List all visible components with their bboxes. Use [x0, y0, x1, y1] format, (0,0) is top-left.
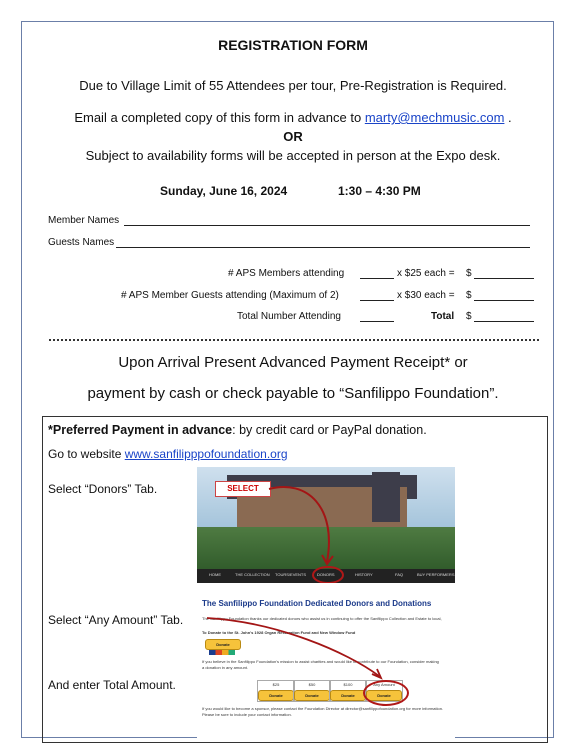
event-date: Sunday, June 16, 2024	[160, 184, 288, 198]
step-enter-total: And enter Total Amount.	[48, 678, 176, 692]
amount-label-any: Any Amount	[373, 682, 395, 687]
dotted-divider	[49, 339, 539, 341]
donation-para-1: The Sanfilippo Foundation thanks our dedicated donors who assist us in continuing to offer the Sanfilippo Collection and Estate to local,	[202, 616, 442, 621]
amount-label-25: $25	[272, 682, 280, 687]
donate-button-100[interactable]: Donate	[330, 690, 366, 701]
donation-para-2: If you believe in the Sanfilippo Foundation's mission to assist charities and would like to contribute to our Foundation, consider making	[202, 659, 439, 664]
guests-dollar: $	[466, 290, 472, 301]
donate-button-25[interactable]: Donate	[258, 690, 294, 701]
event-time: 1:30 – 4:30 PM	[338, 184, 421, 198]
donate-button-50[interactable]: Donate	[294, 690, 330, 701]
nav-faq[interactable]: FAQ	[395, 572, 404, 577]
nav-buy[interactable]: BUY PERFORMERS	[417, 572, 455, 577]
members-price: x $25 each =	[397, 268, 455, 279]
amount-label-100: $100	[343, 682, 353, 687]
email-line	[0, 110, 586, 125]
goto-line	[48, 447, 288, 461]
arrival-line-2: payment by cash or check payable to “Sanfilippo Foundation”.	[87, 385, 499, 402]
email-prefix: Email a completed copy of this form in advance to	[74, 110, 365, 125]
total-dollar: $	[466, 311, 472, 322]
total-amount-field[interactable]	[474, 311, 534, 322]
website-link[interactable]: www.sanfilipppofoundation.org	[124, 447, 288, 461]
total-label: Total	[431, 311, 455, 322]
guests-attending-label: # APS Member Guests attending (Maximum of 2)	[121, 290, 339, 301]
nav-home[interactable]: HOME	[209, 572, 221, 577]
nav-tours[interactable]: TOURS/EVENTS	[275, 572, 307, 577]
guests-attending-field[interactable]	[360, 290, 394, 301]
nav-history[interactable]: HISTORY	[355, 572, 373, 577]
donate-fund-heading: To Donate to the St. John's 1928 Organ Restoration Fund and New Window Fund	[202, 630, 356, 635]
website-screenshot	[197, 467, 455, 583]
donate-button-any[interactable]: Donate	[366, 690, 402, 701]
donation-para-3: If you would like to become a sponsor, please contact the Foundation Director at director@sanfilippofoundation.org for more information.	[202, 706, 444, 711]
donation-screenshot	[197, 592, 455, 742]
member-names-label: Member Names	[48, 215, 120, 226]
guests-price: x $30 each =	[397, 290, 455, 301]
arrival-line-1: Upon Arrival Present Advanced Payment Receipt* or	[118, 354, 468, 371]
amount-label-50: $50	[308, 682, 316, 687]
guests-names-row	[48, 237, 114, 248]
members-attending-field[interactable]	[360, 268, 394, 279]
total-attending-field[interactable]	[360, 311, 394, 322]
donation-para-2b: a donation in any amount.	[202, 665, 249, 670]
select-tag: SELECT	[215, 481, 271, 497]
donation-para-3b: Please be sure to include your contact information.	[202, 712, 292, 717]
members-dollar: $	[466, 268, 472, 279]
form-title: REGISTRATION FORM	[218, 37, 368, 53]
member-names-row	[48, 215, 119, 226]
or-text: OR	[283, 129, 303, 144]
guests-amount-field[interactable]	[474, 290, 534, 301]
nav-donors[interactable]: DONORS	[317, 572, 335, 577]
step-any-amount: Select “Any Amount” Tab.	[48, 613, 184, 627]
step-donors-tab: Select “Donors” Tab.	[48, 482, 158, 496]
guests-names-field[interactable]	[116, 237, 530, 248]
limit-text: Due to Village Limit of 55 Attendees per tour, Pre-Registration is Required.	[79, 78, 507, 93]
email-suffix: .	[504, 110, 512, 125]
preferred-payment	[48, 423, 427, 437]
preferred-bold: *Preferred Payment in advance	[48, 423, 233, 437]
member-names-field[interactable]	[124, 215, 530, 226]
donors-highlight	[312, 566, 344, 583]
email-link[interactable]: marty@mechmusic.com	[364, 110, 505, 125]
donate-button-main[interactable]: Donate	[205, 639, 241, 650]
members-amount-field[interactable]	[474, 268, 534, 279]
red-arrow-2-icon	[197, 592, 455, 742]
members-attending-label: # APS Members attending	[228, 268, 345, 279]
donation-heading: The Sanfilippo Foundation Dedicated Donors and Donations	[202, 599, 432, 608]
nav-collection[interactable]: THE COLLECTION	[235, 572, 270, 577]
availability-text: Subject to availability forms will be accepted in person at the Expo desk.	[85, 148, 501, 163]
guests-names-label: Guests Names	[48, 237, 115, 248]
preferred-rest: : by credit card or PayPal donation.	[232, 423, 427, 437]
total-attending-label: Total Number Attending	[237, 311, 341, 322]
goto-prefix: Go to website	[48, 447, 125, 461]
